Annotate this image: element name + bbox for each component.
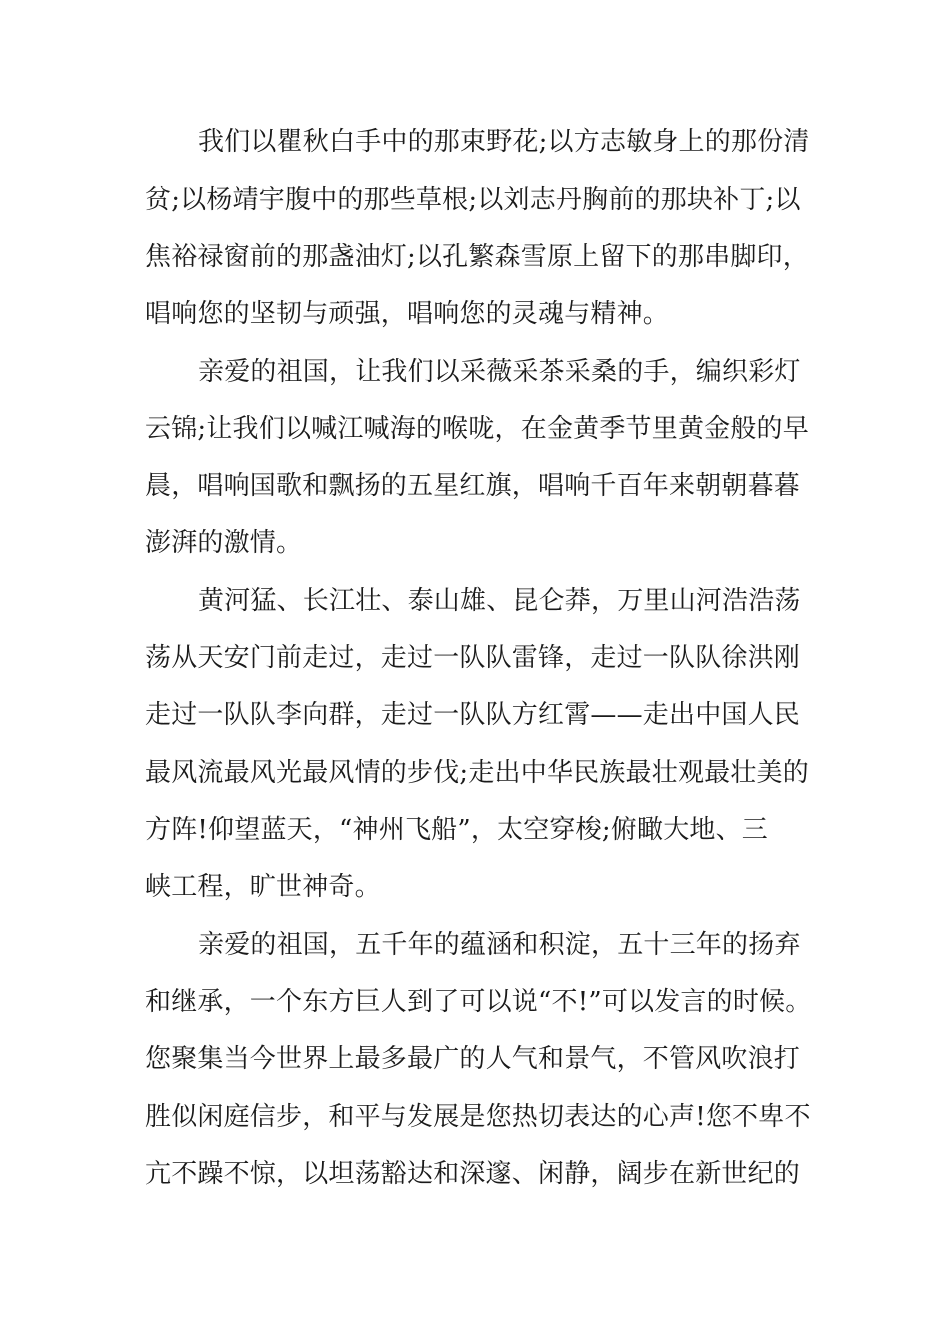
paragraph-3-line-2: 荡从天安门前走过，走过一队队雷锋，走过一队队徐洪刚 [145, 643, 801, 673]
paragraph-1-line-4: 唱响您的坚韧与顽强，唱响您的灵魂与精神。 [145, 299, 670, 329]
paragraph-4-line-1: 亲爱的祖国，五千年的蕴涵和积淀，五十三年的扬弃 [198, 930, 801, 960]
paragraph-1-line-2: 贫;以杨靖宇腹中的那些草根;以刘志丹胸前的那块补丁;以 [145, 185, 801, 215]
paragraph-2-line-2: 云锦;让我们以喊江喊海的喉咙，在金黄季节里黄金般的早 [145, 414, 809, 444]
paragraph-4-line-3: 您聚集当今世界上最多最广的人气和景气，不管风吹浪打 [145, 1044, 801, 1074]
paragraph-2-line-4: 澎湃的激情。 [145, 528, 303, 558]
paragraph-3-line-3: 走过一队队李向群，走过一队队方红霄——走出中国人民 [145, 700, 801, 730]
paragraph-3-line-1: 黄河猛、长江壮、泰山雄、昆仑莽，万里山河浩浩荡 [198, 586, 801, 616]
paragraph-4-line-5: 亢不躁不惊，以坦荡豁达和深邃、闲静，阔步在新世纪的 [145, 1159, 801, 1189]
paragraph-2-line-3: 晨，唱响国歌和飘扬的五星红旗，唱响千百年来朝朝暮暮 [145, 471, 801, 501]
paragraph-3-line-5: 方阵!仰望蓝天，“神州飞船”，太空穿梭;俯瞰大地、三 [145, 815, 768, 845]
paragraph-1-line-1: 我们以瞿秋白手中的那束野花;以方志敏身上的那份清 [198, 127, 810, 157]
paragraph-2-line-1: 亲爱的祖国，让我们以采薇采茶采桑的手，编织彩灯 [198, 357, 801, 387]
paragraph-4-line-4: 胜似闲庭信步，和平与发展是您热切表达的心声!您不卑不 [145, 1102, 811, 1132]
paragraph-3-line-4: 最风流最风光最风情的步伐;走出中华民族最壮观最壮美的 [145, 758, 809, 788]
paragraph-4-line-2: 和继承，一个东方巨人到了可以说“不!”可以发言的时候。 [145, 987, 812, 1017]
paragraph-1-line-3: 焦裕禄窗前的那盏油灯;以孔繁森雪原上留下的那串脚印， [145, 242, 809, 272]
paragraph-3-line-6: 峡工程，旷世神奇。 [145, 872, 381, 902]
